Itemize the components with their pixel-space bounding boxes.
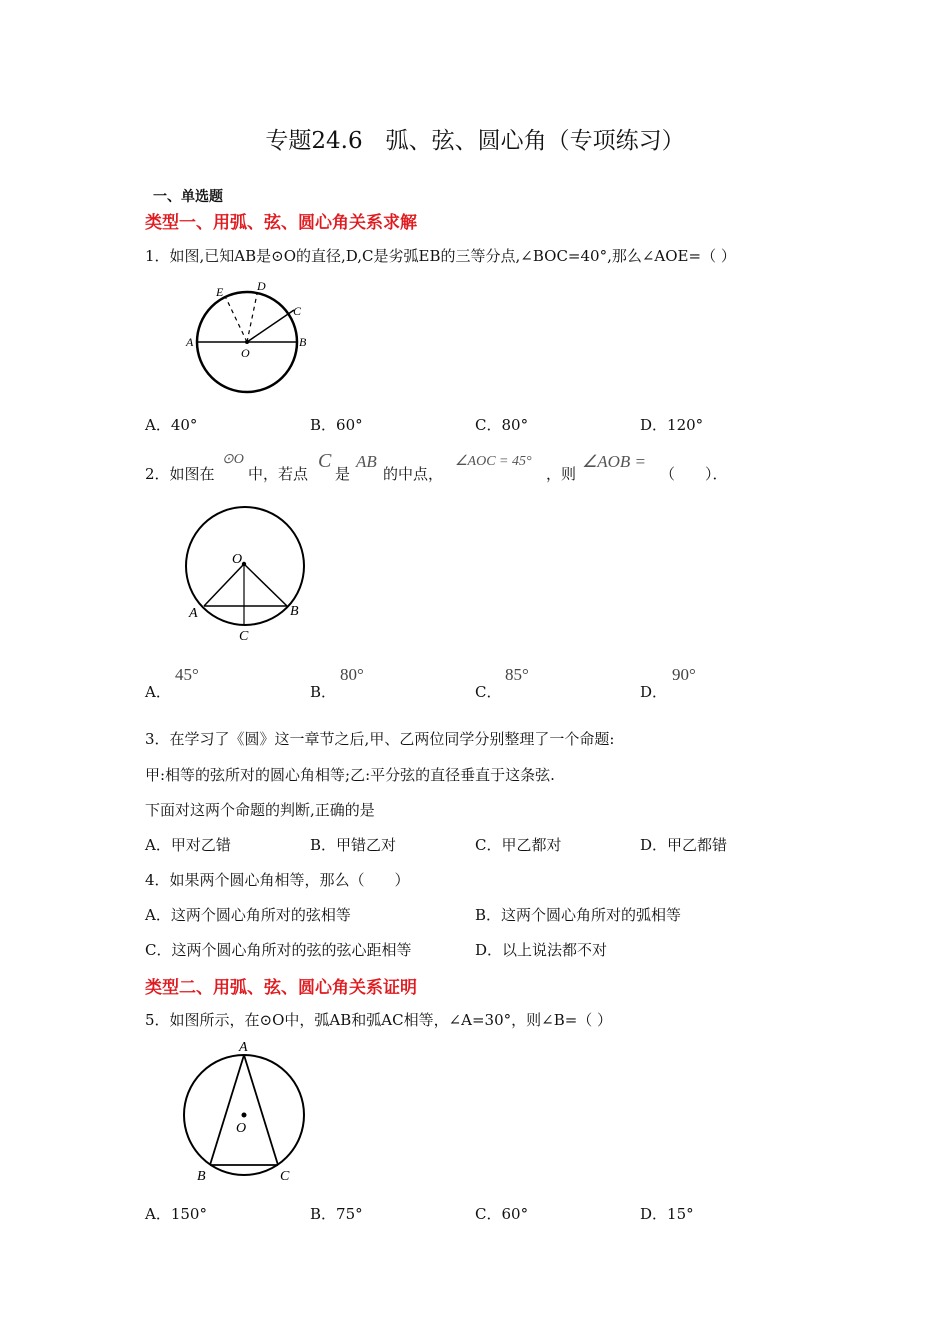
label-c: C xyxy=(293,304,302,318)
question-2-part-7: 的中点， xyxy=(383,465,444,483)
center-point xyxy=(242,562,246,566)
label-b: B xyxy=(299,335,307,349)
q4-option-d: D．以上说法都不对 xyxy=(475,941,608,959)
label-d: D xyxy=(257,279,266,293)
q2-option-d-value: 90° xyxy=(672,665,696,684)
q2-option-b-key: B． xyxy=(310,683,337,701)
radius-oe xyxy=(225,296,247,342)
q4-option-a: A．这两个圆心角所对的弦相等 xyxy=(145,906,351,924)
label-c: C xyxy=(239,629,249,644)
angle-aob-expression: ∠AOB = xyxy=(582,452,647,471)
q3-option-b: B．甲错乙对 xyxy=(310,836,397,854)
question-2-part-3: 中，若点 xyxy=(248,465,309,483)
q3-option-c: C．甲乙都对 xyxy=(475,836,562,854)
label-a: A xyxy=(239,1040,248,1055)
radius-od xyxy=(247,294,257,342)
q2-option-a-value: 45° xyxy=(175,665,199,684)
question-3-line-1: 3．在学习了《圆》这一章节之后,甲、乙两位同学分别整理了一个命题: xyxy=(145,730,615,748)
label-o: O xyxy=(232,552,243,567)
q5-option-b: B．75° xyxy=(310,1205,363,1223)
arc-ab-symbol: AB xyxy=(356,452,377,471)
q1-option-c: C．80° xyxy=(475,416,529,434)
q4-option-b: B．这两个圆心角所对的弧相等 xyxy=(475,906,682,924)
center-point xyxy=(242,1113,247,1118)
question-2-part-1: 2．如图在 xyxy=(145,465,215,483)
label-b: B xyxy=(197,1169,206,1184)
question-5-text: 5．如图所示，在⊙O中，弧AB和弧AC相等，∠A=30°，则∠B=（ ） xyxy=(145,1011,613,1029)
q4-option-c: C．这两个圆心角所对的弦的弦心距相等 xyxy=(145,941,412,959)
q1-option-a: A．40° xyxy=(145,416,198,434)
question-4-text: 4．如果两个圆心角相等，那么（ ） xyxy=(145,871,410,889)
section-heading: 一、单选题 xyxy=(153,189,223,205)
q5-option-d: D．15° xyxy=(640,1205,694,1223)
type-heading-2: 类型二、用弧、弦、圆心角关系证明 xyxy=(145,978,417,998)
question-1-text: 1．如图,已知AB是⊙O的直径,D,C是劣弧EB的三等分点,∠BOC=40°,那么∠AOE=（ ） xyxy=(145,247,736,265)
q3-option-d: D．甲乙都错 xyxy=(640,836,728,854)
label-o: O xyxy=(241,346,250,360)
label-a: A xyxy=(186,335,194,349)
label-b: B xyxy=(290,604,299,619)
q1-option-b: B．60° xyxy=(310,416,363,434)
q2-option-b-value: 80° xyxy=(340,665,364,684)
q3-option-a: A．甲对乙错 xyxy=(145,836,231,854)
label-a: A xyxy=(189,606,198,621)
question-2-figure xyxy=(180,503,310,645)
center-point xyxy=(245,340,249,344)
q2-option-c-value: 85° xyxy=(505,665,529,684)
q2-option-a-key: A． xyxy=(145,683,171,701)
q2-option-c-key: C． xyxy=(475,683,502,701)
angle-aoc-expression: ∠AOC = 45° xyxy=(455,454,532,469)
radius-oa xyxy=(204,564,244,606)
label-o: O xyxy=(236,1121,247,1136)
chord-ac xyxy=(244,1055,278,1165)
label-c: C xyxy=(280,1169,290,1184)
question-2-part-5: 是 xyxy=(335,465,351,483)
q2-option-d-key: D． xyxy=(640,683,668,701)
question-2-part-9: ，则 xyxy=(546,465,577,483)
question-3-line-3: 下面对这两个命题的判断,正确的是 xyxy=(145,801,375,819)
question-3-line-2: 甲:相等的弦所对的圆心角相等;乙:平分弦的直径垂直于这条弦. xyxy=(145,766,555,784)
question-2-part-11: （ ）． xyxy=(660,465,728,483)
radius-oc xyxy=(247,310,294,342)
page-title: 专题24.6 弧、弦、圆心角（专项练习） xyxy=(265,128,685,154)
chord-ab xyxy=(210,1055,247,1165)
q5-option-c: C．60° xyxy=(475,1205,529,1223)
type-heading-1: 类型一、用弧、弦、圆心角关系求解 xyxy=(145,213,417,233)
radius-ob xyxy=(244,564,287,606)
q5-option-a: A．150° xyxy=(145,1205,207,1223)
label-e: E xyxy=(216,285,224,299)
point-c-symbol: C xyxy=(318,450,332,472)
question-1-figure xyxy=(180,276,320,398)
question-5-figure xyxy=(180,1037,310,1189)
q1-option-d: D．120° xyxy=(640,416,704,434)
circle-o-symbol: ⊙O xyxy=(222,452,244,467)
